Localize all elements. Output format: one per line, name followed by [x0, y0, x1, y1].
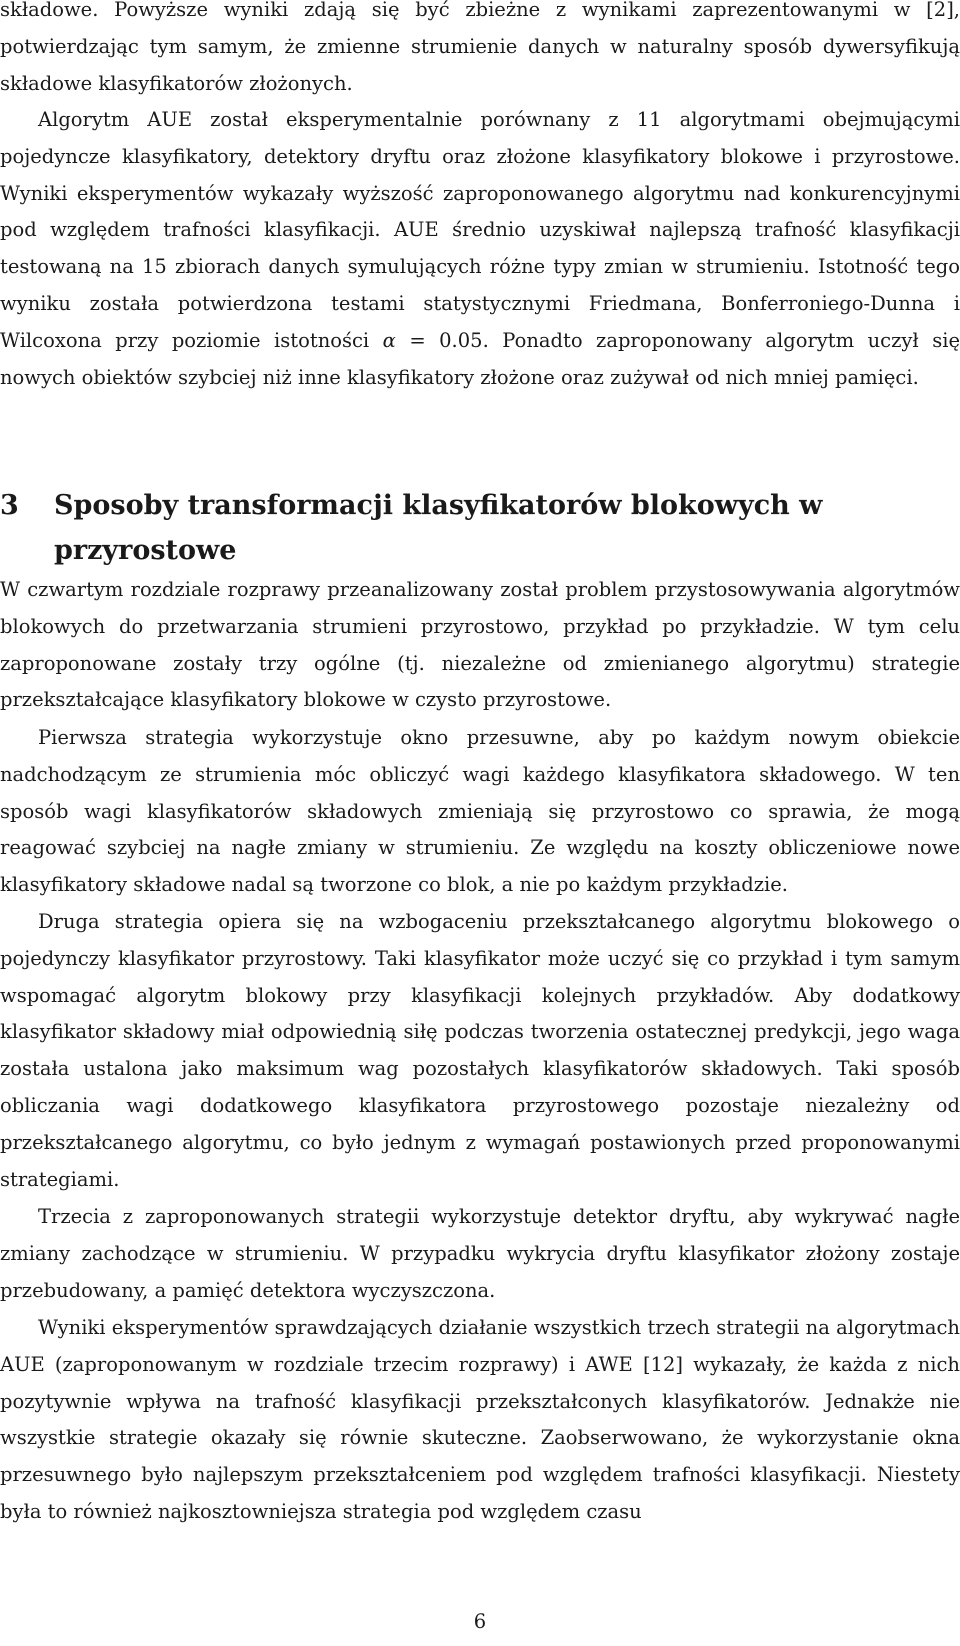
paragraph-aue-results: [0, 102, 960, 396]
section-title: Sposoby transformacji klasyfikatorów blokowych w przyrostowe: [54, 490, 823, 566]
alpha-value: = 0.05: [395, 328, 483, 352]
paragraph-continuation: składowe. Powyższe wyniki zdają się być zbieżne z wynikami zaprezentowanymi w [2], potwierdzając tym samym, że zmienne strumienie danych w naturalny sposób dywersyfikują składowe klasyfikatorów złożonych.: [0, 0, 960, 95]
section-number: 3: [0, 490, 19, 521]
paragraph-aue-results-text-a: Algorytm AUE został eksperymentalnie porównany z 11 algorytmami obejmującymi pojedyncze klasyfikatory, detektory dryftu oraz złożone klasyfikatory blokowe i przyrostowe. Wyniki eksperymentów wykazały wyższość zaproponowanego algorytmu nad konkurencyjnymi pod względem trafności klasyfikacji. AUE średnio uzyskiwał najlepszą trafność klasyfikacji testowaną na 15 zbiorach danych symulujących różne typy zmian w strumieniu. Istotność tego wyniku została potwierdzona testami statystycznymi Friedmana, Bonferroniego-Dunna i Wilcoxona przy poziomie istotności: [0, 108, 960, 352]
page-number: 6: [473, 1610, 487, 1633]
paragraph-aue-results-text-b: . Ponadto zaproponowany algorytm uczył się nowych obiektów szybciej niż inne klasyfikatory złożone oraz zużywał od nich mniej pamięci.: [0, 328, 960, 389]
paragraph-experiment-results: Wyniki eksperymentów sprawdzających działanie wszystkich trzech strategii na algorytmach AUE (zaproponowanym w rozdziale trzecim rozprawy) i AWE [12] wykazały, że każda z nich pozytywnie wpływa na trafność klasyfikacji przekształconych klasyfikatorów. Jednakże nie wszystkie strategie okazały się równie skuteczne. Zaobserwowano, że wykorzystanie okna przesuwnego było najlepszym przekształceniem pod względem trafności klasyfikacji. Niestety była to również najkosztowniejsza strategia pod względem czasu: [0, 1316, 960, 1523]
paragraph-strategy-one: Pierwsza strategia wykorzystuje okno przesuwne, aby po każdym nowym obiekcie nadchodzącym ze strumienia móc obliczyć wagi każdego klasyfikatora składowego. W ten sposób wagi klasyfikatorów składowych zmieniają się przyrostowo co sprawia, że mogą reagować szybciej na nagłe zmiany w strumieniu. Ze względu na koszty obliczeniowe nowe klasyfikatory składowe nadal są tworzone co blok, a nie po każdym przykładzie.: [0, 726, 960, 897]
alpha-symbol: α: [382, 328, 396, 352]
paragraph-strategy-two: Druga strategia opiera się na wzbogaceniu przekształcanego algorytmu blokowego o pojedynczy klasyfikator przyrostowy. Taki klasyfikator może uczyć się co przykład i tym samym wspomagać algorytm blokowy przy klasyfikacji kolejnych przykładów. Aby dodatkowy klasyfikator składowy miał odpowiednią siłę podczas tworzenia ostatecznej predykcji, jego waga została ustalona jako maksimum wag pozostałych klasyfikatorów składowych. Taki sposób obliczania wagi dodatkowego klasyfikatora przyrostowego pozostaje niezależny od przekształcanego algorytmu, co było jednym z wymagań postawionych przed proponowanymi strategiami.: [0, 910, 960, 1191]
section-heading: [0, 483, 960, 573]
paragraph-strategy-three: Trzecia z zaproponowanych strategii wykorzystuje detektor dryftu, aby wykrywać nagłe zmiany zachodzące w strumieniu. W przypadku wykrycia dryftu klasyfikator złożony zostaje przebudowany, a pamięć detektora wyczyszczona.: [0, 1205, 960, 1302]
paragraph-chapter-four-intro: W czwartym rozdziale rozprawy przeanalizowany został problem przystosowywania algorytmów blokowych do przetwarzania strumieni przyrostowo, przykład po przykładzie. W tym celu zaproponowane zostały trzy ogólne (tj. niezależne od zmienianego algorytmu) strategie przekształcające klasyfikatory blokowe w czysto przyrostowe.: [0, 578, 960, 712]
